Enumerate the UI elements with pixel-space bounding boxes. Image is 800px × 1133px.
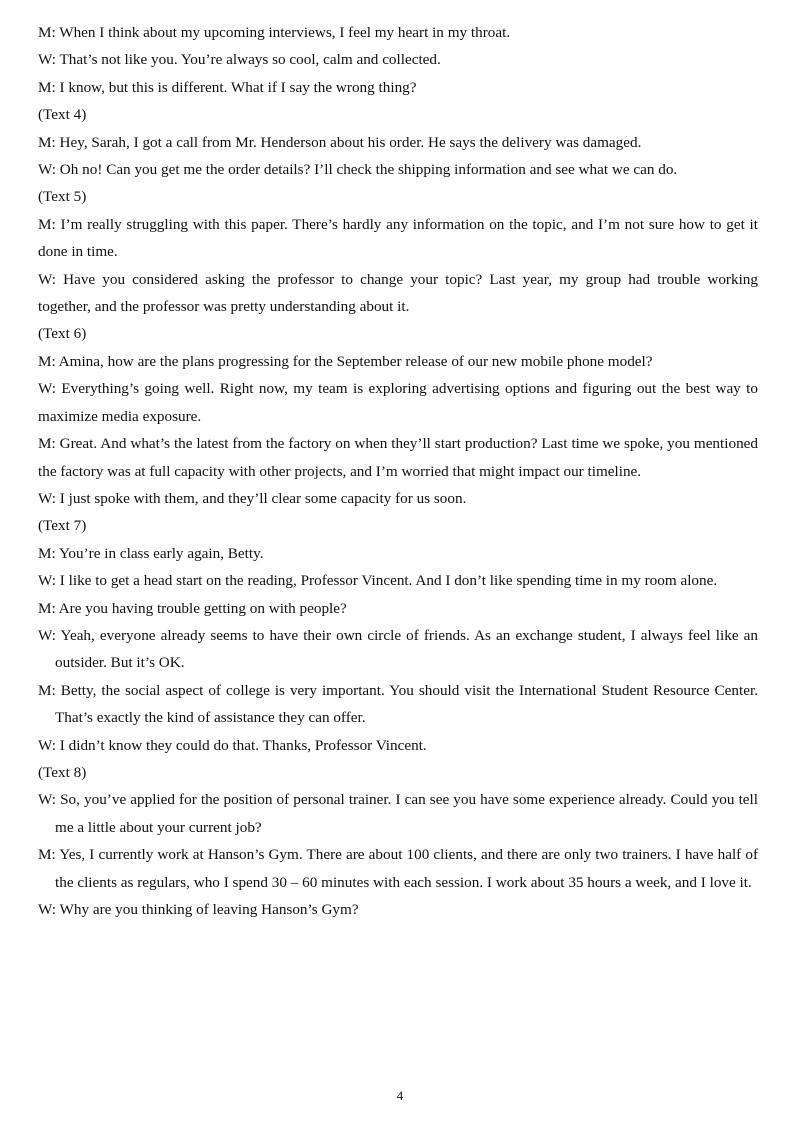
section-heading: (Text 7) — [38, 517, 87, 535]
dialogue-line: M: Great. And what’s the latest from the factory on when they’ll start production? Last time we spoke, you mentioned the factory was at full capacity with other projects, and I’m worried that might impact our timeline. — [38, 435, 758, 480]
dialogue-line: W: I just spoke with them, and they’ll clear some capacity for us soon. — [38, 489, 467, 507]
dialogue-line: M: Yes, I currently work at Hanson’s Gym. There are about 100 clients, and there are only two trainers. I have half of the clients as regulars, who I spend 30 – 60 minutes with each session. I work about 35 hours a week, and I love it. — [38, 846, 758, 891]
dialogue-line: W: So, you’ve applied for the position of personal trainer. I can see you have some experience already. Could you tell me a little about your current job? — [38, 791, 758, 836]
dialogue-line: W: That’s not like you. You’re always so cool, calm and collected. — [38, 51, 441, 69]
dialogue-line: M: When I think about my upcoming interviews, I feel my heart in my throat. — [38, 24, 511, 41]
dialogue-line: W: Oh no! Can you get me the order details? I’ll check the shipping information and see what we can do. — [38, 161, 678, 179]
dialogue-line: W: Why are you thinking of leaving Hanson’s Gym? — [38, 901, 359, 918]
section-heading: (Text 5) — [38, 188, 87, 206]
section-heading: (Text 6) — [38, 325, 87, 343]
dialogue-line: M: I’m really struggling with this paper. There’s hardly any information on the topic, and I’m not sure how to get it done in time. — [38, 215, 758, 261]
dialogue-line: W: Yeah, everyone already seems to have their own circle of friends. As an exchange student, I always feel like an outsider. But it’s OK. — [38, 626, 758, 672]
dialogue-line: W: Everything’s going well. Right now, my team is exploring advertising options and figuring out the best way to maximize media exposure. — [38, 380, 758, 425]
section-heading: (Text 4) — [38, 106, 87, 124]
page-number: 4 — [396, 1088, 404, 1103]
dialogue-line: M: Hey, Sarah, I got a call from Mr. Henderson about his order. He says the delivery was damaged. — [38, 133, 642, 151]
dialogue-line: M: Are you having trouble getting on with people? — [38, 599, 347, 617]
dialogue-line: W: Have you considered asking the professor to change your topic? Last year, my group had trouble working together, and the professor was pretty understanding about it. — [38, 270, 758, 316]
dialogue-line: W: I like to get a head start on the reading, Professor Vincent. And I don’t like spending time in my room alone. — [38, 572, 718, 590]
section-heading: (Text 8) — [38, 763, 87, 781]
dialogue-line: M: You’re in class early again, Betty. — [38, 544, 264, 562]
dialogue-line: M: I know, but this is different. What if I say the wrong thing? — [38, 78, 417, 96]
dialogue-line: M: Betty, the social aspect of college is very important. You should visit the International Student Resource Center. That’s exactly the kind of assistance they can offer. — [38, 681, 758, 727]
transcript-body — [38, 19, 758, 923]
dialogue-line: W: I didn’t know they could do that. Thanks, Professor Vincent. — [38, 736, 427, 754]
dialogue-line: M: Amina, how are the plans progressing for the September release of our new mobile phone model? — [38, 352, 653, 370]
